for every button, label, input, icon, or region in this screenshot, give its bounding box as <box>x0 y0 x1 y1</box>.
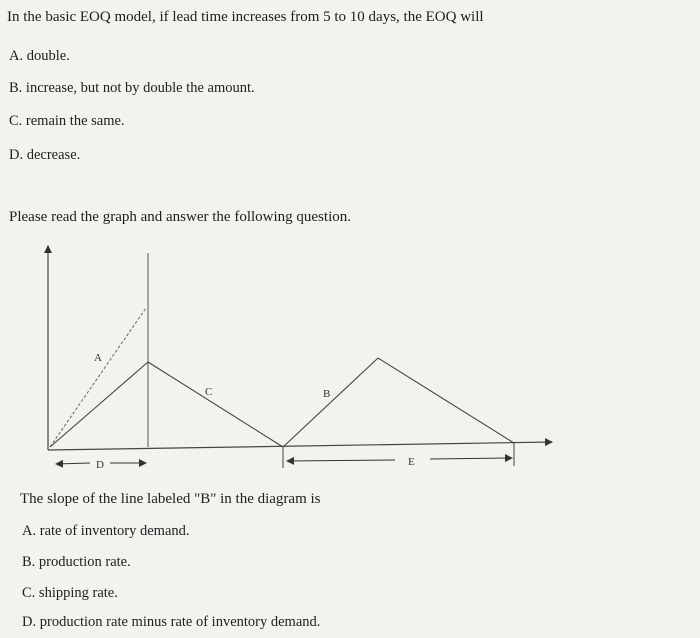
d-arrow-left <box>56 463 90 464</box>
inventory-buildup-line <box>50 362 148 447</box>
option-letter: C. <box>22 585 36 601</box>
option-letter: A. <box>9 48 24 64</box>
q2-option-b[interactable] <box>22 553 131 571</box>
label-d: D <box>96 459 104 471</box>
option-letter: A. <box>22 523 37 539</box>
option-letter: C. <box>9 113 23 129</box>
option-letter: B. <box>9 80 23 96</box>
x-axis <box>48 442 552 450</box>
label-e: E <box>408 456 415 468</box>
option-letter: D. <box>9 147 24 163</box>
option-text: production rate. <box>38 554 131 570</box>
q2-option-a[interactable] <box>22 522 190 540</box>
option-text: remain the same. <box>25 113 125 129</box>
label-c: C <box>205 386 213 398</box>
q2-option-d[interactable] <box>22 613 320 631</box>
option-text: shipping rate. <box>38 585 118 601</box>
option-text: decrease. <box>26 147 81 163</box>
option-letter: B. <box>22 554 36 570</box>
option-text: rate of inventory demand. <box>39 523 190 539</box>
q2-option-c[interactable] <box>22 584 118 602</box>
option-text: production rate minus rate of inventory demand. <box>39 614 321 630</box>
inventory-buildup-line-b <box>283 358 378 447</box>
option-letter: D. <box>22 614 37 630</box>
e-arrow-right <box>430 458 512 459</box>
graph-instruction: Please read the graph and answer the following question. <box>9 209 351 225</box>
inventory-depletion-line-c <box>148 362 283 447</box>
inventory-depletion-line <box>378 358 514 443</box>
option-text: double. <box>26 48 70 64</box>
question-2-text: The slope of the line labeled "B" in the diagram is <box>20 491 321 507</box>
production-rate-line <box>50 308 146 447</box>
question-1-text: In the basic EOQ model, if lead time increases from 5 to 10 days, the EOQ will <box>7 9 484 25</box>
label-a: A <box>94 352 102 364</box>
label-b: B <box>323 388 331 400</box>
option-text: increase, but not by double the amount. <box>25 80 255 96</box>
e-arrow-left <box>287 460 395 461</box>
